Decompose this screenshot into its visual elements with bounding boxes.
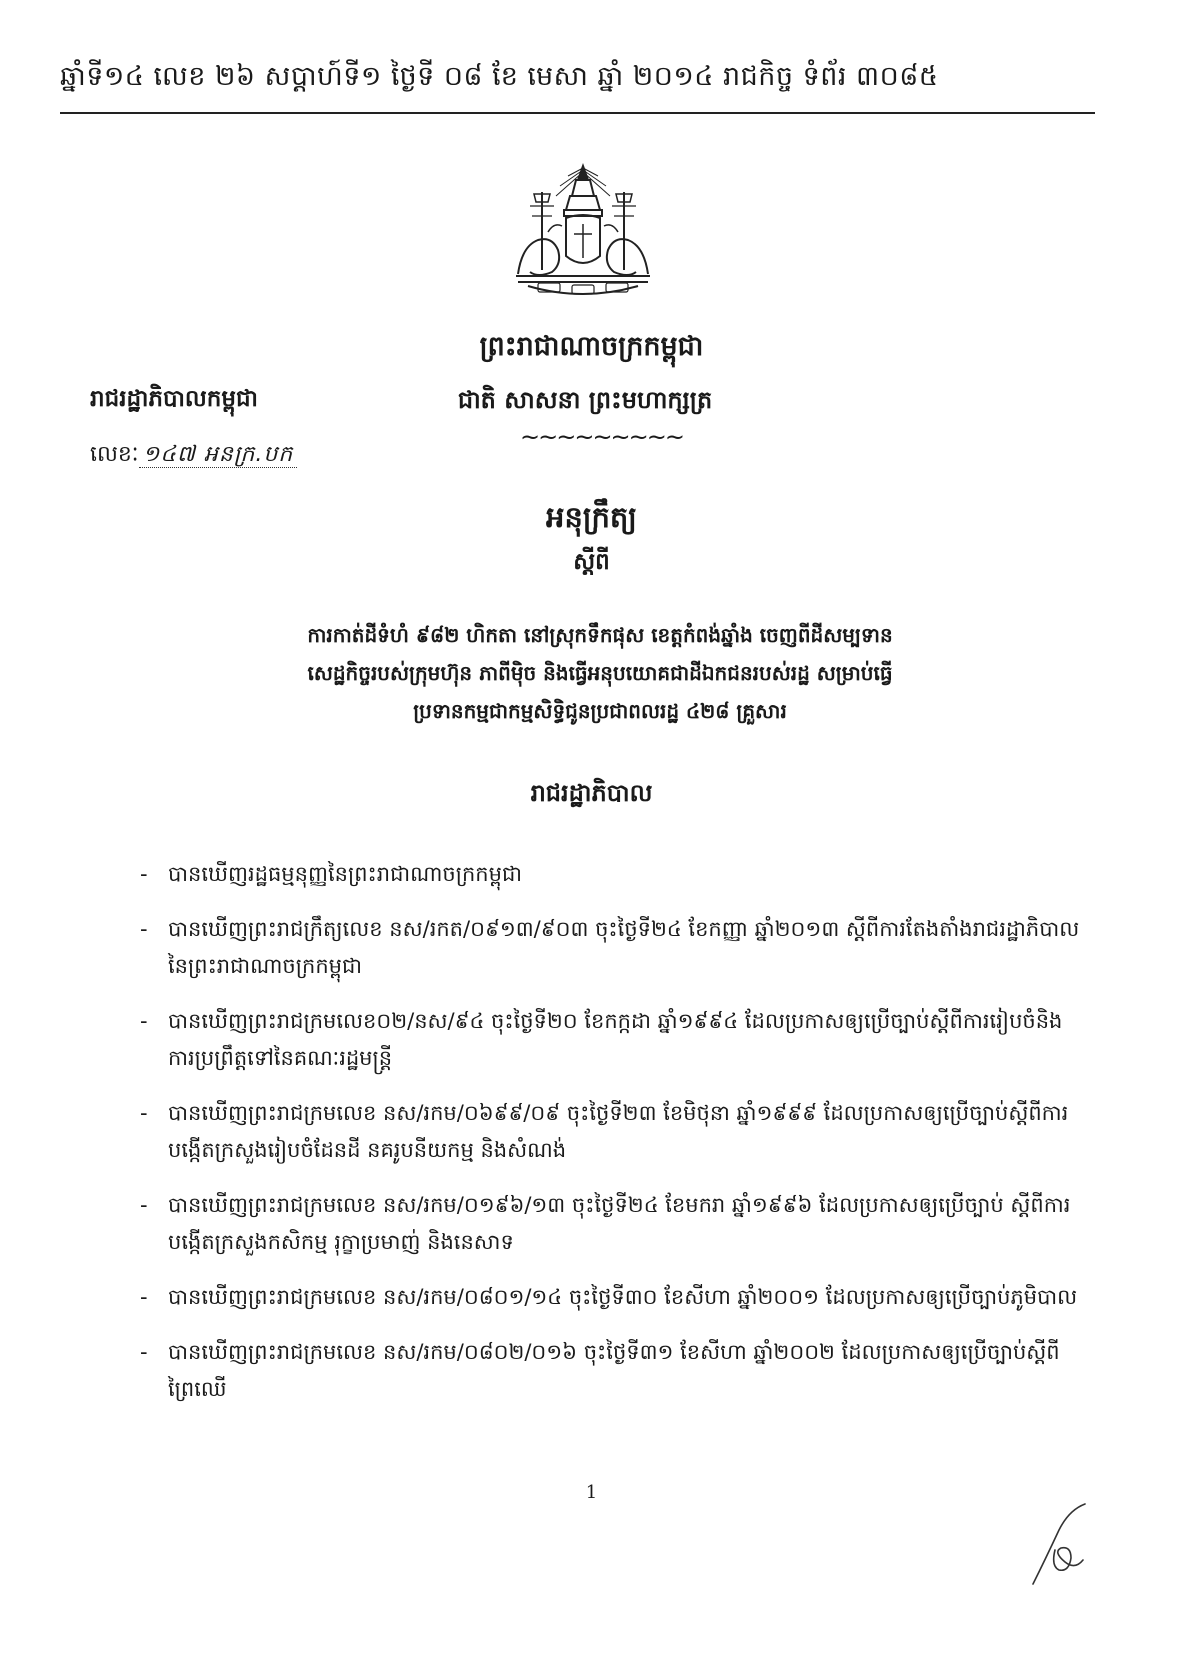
list-dash: - — [140, 1009, 148, 1033]
kingdom-name: ព្រះរាជាណាចក្រកម្ពុជា — [479, 331, 704, 362]
citation-text: បានឃើញព្រះរាជក្រមលេខ០២/នស/៩៤ ចុះថ្ងៃទី២០ ខែកក្កដា ឆ្នាំ១៩៩៤ ដែលប្រកាសឲ្យប្រើច្បាប់ស្តីពីការរៀបចំនិងការប្រព្រឹត្តទៅនៃគណៈរដ្ឋមន្ត្រី — [168, 1009, 1063, 1070]
citations-list — [140, 856, 1085, 1426]
list-item — [140, 856, 1085, 893]
document-number — [90, 440, 297, 472]
list-item — [140, 1334, 1085, 1408]
list-item — [140, 911, 1085, 985]
handwritten-initials-icon — [1025, 1500, 1095, 1590]
citation-text: បានឃើញព្រះរាជក្រមលេខ នស/រកម/០៦៩៩/០៩ ចុះថ្ងៃទី២៣ ខែមិថុនា ឆ្នាំ១៩៩៩ ដែលប្រកាសឲ្យប្រើច្បាប់ស្តីពីការបង្កើតក្រសួងរៀបចំដែនដី នគរូបនីយកម្ម និងសំណង់ — [168, 1101, 1069, 1162]
list-item — [140, 1095, 1085, 1169]
citation-text: បានឃើញព្រះរាជក្រមលេខ នស/រកម/០១៩៦/១៣ ចុះថ្ងៃទី២៤ ខែមករា ឆ្នាំ១៩៩៦ ដែលប្រកាសឲ្យប្រើច្បាប់ ស្តីពីការបង្កើតក្រសួងកសិកម្ម រុក្ខាប្រមាញ់ និងនេសាទ — [168, 1193, 1071, 1254]
title-line: ប្រទានកម្មជាកម្មសិទ្ធិជូនប្រជាពលរដ្ឋ ៤២៨ គ្រួសារ — [413, 699, 787, 723]
title-line: សេដ្ឋកិច្ចរបស់ក្រុមហ៊ុន ភាពីម៉ិច និងធ្វើអនុបយោគជាដីឯកជនរបស់រដ្ឋ សម្រាប់ធ្វើ — [307, 661, 893, 685]
document-number-value: ១៤៧ អនក្រ.បក — [139, 442, 298, 468]
list-dash: - — [140, 1285, 148, 1309]
gazette-header: ឆ្នាំទី១៤ លេខ ២៦ សប្តាហ៍ទី១ ថ្ងៃទី ០៨ ខែ មេសា ឆ្នាំ ២០១៤ រាជកិច្ច ទំព័រ ៣០៨៥ — [60, 61, 939, 92]
page-number: 1 — [585, 1482, 598, 1503]
list-dash: - — [140, 1193, 148, 1217]
list-dash: - — [140, 1101, 148, 1125]
subject-label: ស្តីពី — [573, 549, 610, 575]
ornament-divider: ~~~~~~~~~ — [520, 423, 683, 451]
citation-text: បានឃើញព្រះរាជក្រឹត្យលេខ នស/រកត/០៩១៣/៩០៣ ចុះថ្ងៃទី២៤ ខែកញ្ញា ឆ្នាំ២០១៣ ស្តីពីការតែងតាំងរាជរដ្ឋាភិបាលនៃព្រះរាជាណាចក្រកម្ពុជា — [168, 917, 1080, 978]
list-item — [140, 1279, 1085, 1316]
document-number-label: លេខៈ — [90, 442, 139, 467]
citation-text: បានឃើញព្រះរាជក្រមលេខ នស/រកម/០៨០២/០១៦ ចុះថ្ងៃទី៣១ ខែសីហា ឆ្នាំ២០០២ ដែលប្រកាសឲ្យប្រើច្បាប់ស្តីពីព្រៃឈើ — [168, 1340, 1060, 1401]
citation-text: បានឃើញរដ្ឋធម្មនុញ្ញនៃព្រះរាជាណាចក្រកម្ពុជា — [168, 862, 522, 886]
government-name: រាជរដ្ឋាភិបាលកម្ពុជា — [90, 386, 258, 412]
list-dash: - — [140, 1340, 148, 1364]
royal-coat-of-arms-icon — [508, 162, 658, 302]
list-dash: - — [140, 862, 148, 886]
title-line: ការកាត់ដីទំហំ ៩៨២ ហិកតា នៅស្រុកទឹកផុស ខេត្តកំពង់ឆ្នាំង ចេញពីដីសម្បទាន — [307, 623, 893, 647]
list-item — [140, 1003, 1085, 1077]
document-type: អនុក្រឹត្យ — [546, 500, 637, 534]
national-motto: ជាតិ សាសនា ព្រះមហាក្សត្រ — [457, 386, 713, 414]
list-dash: - — [140, 917, 148, 941]
document-title — [150, 616, 1050, 730]
list-item — [140, 1187, 1085, 1261]
header-rule — [60, 112, 1095, 114]
issuer-heading: រាជរដ្ឋាភិបាល — [530, 779, 653, 807]
citation-text: បានឃើញព្រះរាជក្រមលេខ នស/រកម/០៨០១/១៤ ចុះថ្ងៃទី៣០ ខែសីហា ឆ្នាំ២០០១ ដែលប្រកាសឲ្យប្រើច្បាប់ភូមិបាល — [168, 1285, 1078, 1309]
